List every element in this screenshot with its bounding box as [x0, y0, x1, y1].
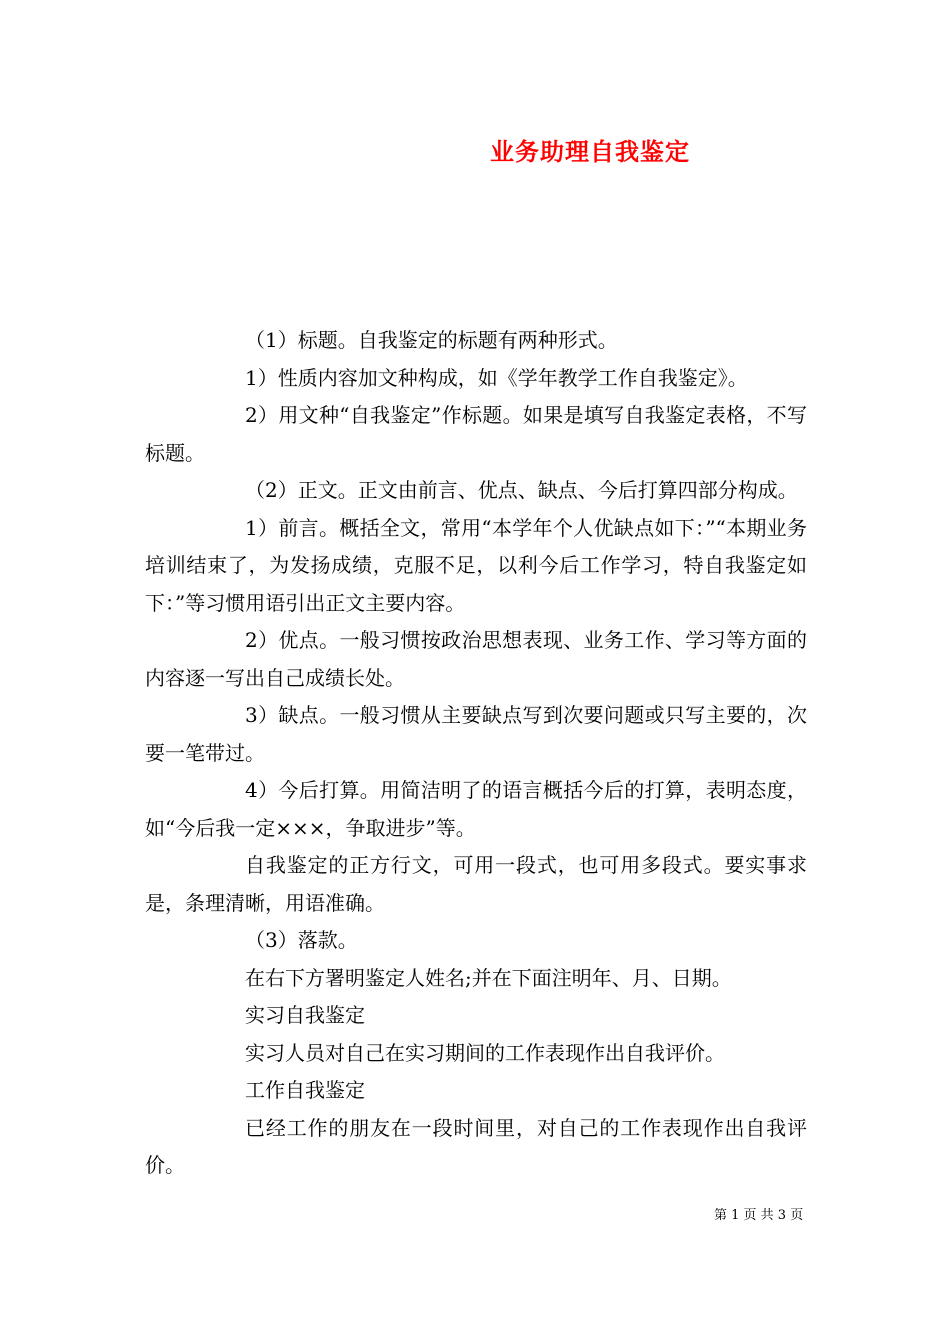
paragraph-body-heading: （2）正文。正文由前言、优点、缺点、今后打算四部分构成。 — [245, 478, 798, 502]
document-title: 业务助理自我鉴定 — [490, 138, 690, 166]
paragraph-work-heading: 工作自我鉴定 — [245, 1078, 365, 1102]
paragraph-strengths: 2）优点。一般习惯按政治思想表现、业务工作、学习等方面的内容逐一写出自己成绩长处。 — [145, 628, 807, 690]
document-body — [145, 322, 807, 1185]
paragraph-work-detail: 已经工作的朋友在一段时间里，对自己的工作表现作出自我评价。 — [145, 1115, 807, 1177]
paragraph-preface: 1）前言。概括全文，常用“本学年个人优缺点如下：”“本期业务培训结束了，为发扬成绩，克服不足，以利今后工作学习，特自我鉴定如下：”等习惯用语引出正文主要内容。 — [145, 515, 807, 615]
paragraph-signature-detail: 在右下方署明鉴定人姓名;并在下面注明年、月、日期。 — [245, 965, 732, 990]
paragraph-internship-detail: 实习人员对自己在实习期间的工作表现作出自我评价。 — [245, 1040, 725, 1065]
paragraph-weaknesses: 3）缺点。一般习惯从主要缺点写到次要问题或只写主要的，次要一笔带过。 — [145, 703, 807, 765]
paragraph-title-form-1: 1）性质内容加文种构成，如《学年教学工作自我鉴定》。 — [245, 365, 748, 390]
paragraph-signature-heading: （3）落款。 — [245, 928, 358, 952]
paragraph-internship-heading: 实习自我鉴定 — [245, 1003, 365, 1027]
page-number-footer: 第 1 页 共 3 页 — [714, 1208, 804, 1223]
paragraph-writing-style: 自我鉴定的正方行文，可用一段式，也可用多段式。要实事求是，条理清晰，用语准确。 — [145, 853, 807, 915]
paragraph-title-form-2: 2）用文种“自我鉴定”作标题。如果是填写自我鉴定表格，不写标题。 — [145, 403, 807, 465]
paragraph-future-plans: 4）今后打算。用简洁明了的语言概括今后的打算，表明态度，如“今后我一定×××，争取进步”等。 — [145, 778, 807, 840]
paragraph-title-heading: （1）标题。自我鉴定的标题有两种形式。 — [245, 328, 618, 352]
